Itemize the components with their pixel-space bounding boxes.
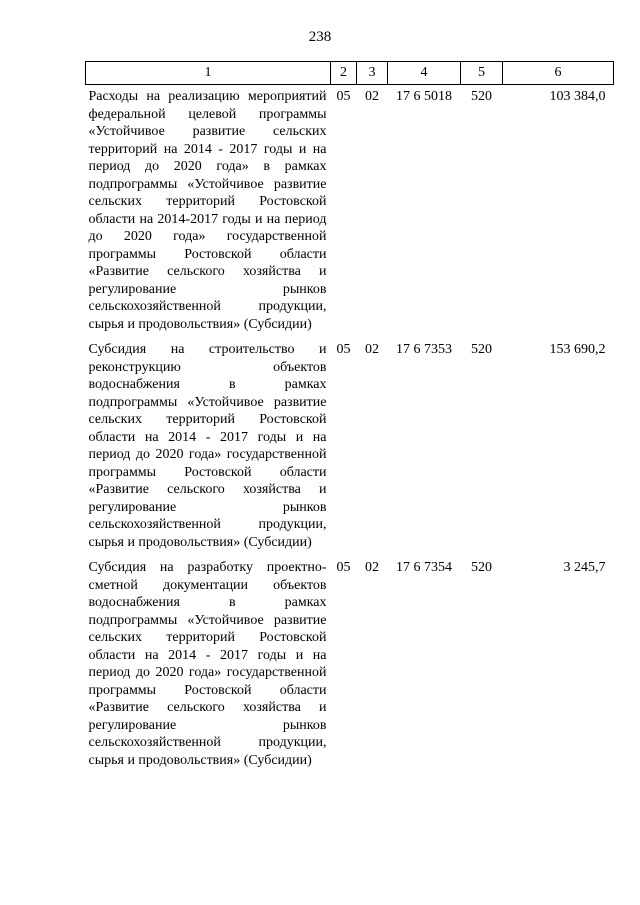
expense-type-code: 520 (471, 560, 492, 575)
amount-value: 153 690,2 (549, 342, 606, 357)
amount-value: 103 384,0 (549, 89, 606, 104)
expense-type-code: 520 (471, 342, 492, 357)
table-row (86, 85, 614, 339)
expense-type-code: 520 (471, 89, 492, 104)
section-code: 05 (336, 89, 351, 104)
table-body (86, 85, 614, 775)
expense-description: Субсидия на строительство и реконструкцию объектов водоснабжения в рамках подпрограммы «Устойчивое развитие сельских территорий Ростовской области на 2014 - 2017 годы и на период до 2020 года» государственной программы Ростовской области «Развитие сельского хозяйства и регулирование рынков сельскохозяйственной продукции, сырья и продовольствия» (Субсидии) (88, 342, 327, 550)
subsection-code: 02 (365, 560, 379, 575)
subsection-code: 02 (365, 342, 379, 357)
column-header-5: 5 (461, 62, 503, 85)
target-article-code: 17 6 7354 (396, 560, 452, 575)
column-header-2: 2 (331, 62, 357, 85)
target-article-code: 17 6 7353 (396, 342, 452, 357)
subsection-code: 02 (365, 89, 379, 104)
header-row (86, 62, 614, 85)
table-row (86, 338, 614, 556)
column-header-6: 6 (503, 62, 614, 85)
expense-description: Расходы на реализацию мероприятий федеральной целевой программы «Устойчивое развитие сельских территорий на 2014 - 2017 годы и на период до 2020 года» в рамках подпрограммы «Устойчивое развитие сельских территорий Ростовской области на 2014-2017 годы и на период до 2020 года» государственной программы Ростовской области «Развитие сельского хозяйства и регулирование рынков сельскохозяйственной продукции, сырья и продовольствия» (Субсидии) (88, 89, 327, 332)
section-code: 05 (336, 342, 351, 357)
section-code: 05 (336, 560, 351, 575)
target-article-code: 17 6 5018 (396, 89, 452, 104)
column-header-1: 1 (86, 62, 331, 85)
budget-table (85, 61, 614, 774)
table-header (86, 62, 614, 85)
page-number: 238 (308, 29, 332, 45)
column-header-3: 3 (357, 62, 388, 85)
amount-value: 3 245,7 (563, 560, 606, 575)
table-row (86, 556, 614, 774)
column-header-4: 4 (388, 62, 461, 85)
expense-description: Субсидия на разработку проектно-сметной документации объектов водоснабжения в рамках подпрограммы «Устойчивое развитие сельских территорий Ростовской области на 2014 - 2017 годы и на период до 2020 года» государственной программы Ростовской области «Развитие сельского хозяйства и регулирование рынков сельскохозяйственной продукции, сырья и продовольствия» (Субсидии) (88, 560, 327, 768)
